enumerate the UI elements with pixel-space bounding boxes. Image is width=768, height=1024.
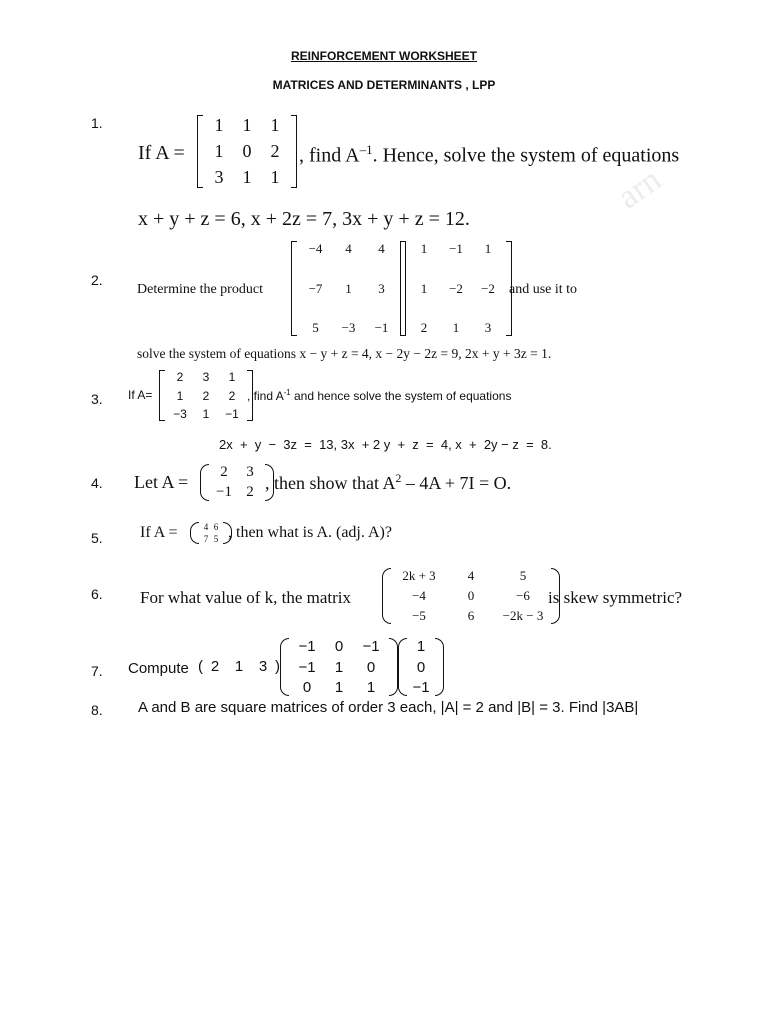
- q8-text: A and B are square matrices of order 3 each, |A| = 2 and |B| = 3. Find |3AB|: [138, 699, 639, 716]
- matrix-entry: −6: [516, 588, 530, 603]
- worksheet-subtitle: MATRICES AND DETERMINANTS , LPP: [272, 78, 496, 92]
- q5-lead: If A =: [140, 524, 178, 541]
- matrix-entry: 0: [242, 141, 252, 161]
- vector-entry: 1: [234, 658, 244, 675]
- matrix-entry: 4: [345, 241, 352, 256]
- question-number: 2.: [91, 272, 103, 288]
- q5-matrix: [190, 522, 232, 544]
- matrix-entry: 1: [228, 370, 236, 384]
- q7-lead: Compute: [128, 660, 189, 677]
- q4-lead: Let A =: [134, 472, 189, 492]
- matrix-entry: 2: [246, 484, 254, 500]
- matrix-entry: −3: [341, 320, 356, 335]
- worksheet-title: REINFORCEMENT WORKSHEET: [291, 49, 477, 63]
- matrix-entry: 1: [242, 167, 252, 187]
- matrix-entry: 2: [228, 388, 236, 403]
- matrix-entry: −1: [225, 407, 239, 421]
- matrix-entry: 3: [214, 167, 224, 187]
- matrix-entry: 0: [467, 588, 475, 603]
- matrix-entry: 2: [420, 320, 428, 335]
- vector-entry: 3: [258, 658, 268, 675]
- question-number: 1.: [91, 115, 103, 131]
- matrix-entry: 1: [334, 679, 344, 696]
- q3-matrix: [159, 370, 253, 421]
- paren-right: ): [275, 658, 280, 675]
- matrix-entry: 3: [202, 370, 210, 384]
- matrix-entry: −4: [308, 241, 323, 256]
- matrix-entry: 0: [334, 638, 344, 655]
- matrix-grid: [165, 370, 247, 421]
- matrix-entry: −1: [362, 638, 380, 655]
- matrix-entry: 1: [242, 115, 252, 135]
- matrix-entry: −4: [412, 588, 426, 603]
- matrix-entry: 1: [366, 679, 376, 696]
- q2-matrix-2: [400, 241, 512, 336]
- matrix-grid: [297, 241, 400, 336]
- matrix-entry: 1: [452, 320, 460, 335]
- q5-tail: , then what is A. (adj. A)?: [228, 524, 392, 541]
- matrix-entry: 2: [202, 388, 210, 403]
- matrix-entry: 2: [270, 141, 280, 161]
- question-number: 6.: [91, 586, 103, 602]
- matrix-grid: [407, 638, 435, 696]
- matrix-entry: 1: [416, 638, 426, 655]
- matrix-entry: 2: [176, 370, 184, 384]
- q1-tail: , find $A^{-1}$. Hence, solve the system of equations: [299, 142, 680, 167]
- matrix-entry: −7: [308, 280, 323, 296]
- q7-col-vector: [398, 638, 444, 696]
- q6-matrix: [382, 568, 560, 624]
- q2-lead: Determine the product: [137, 282, 263, 297]
- matrix-entry: −1: [374, 320, 389, 335]
- matrix-entry: −1: [298, 638, 316, 655]
- matrix-bracket-right: [435, 638, 444, 696]
- q2-tail: and use it to: [509, 282, 578, 297]
- matrix-entry: −1: [449, 241, 463, 256]
- matrix-entry: 1: [214, 141, 224, 161]
- matrix-entry: 3: [246, 464, 254, 480]
- question-number: 5.: [91, 530, 103, 546]
- matrix-entry: −1: [298, 658, 316, 676]
- question-number: 7.: [91, 663, 103, 679]
- matrix-bracket-right: [389, 638, 398, 696]
- matrix-entry: −2k − 3: [502, 608, 544, 623]
- q4-tail: , then show that $A^2 - 4A + 7I = O$.: [265, 472, 512, 493]
- q1-lead: If A =: [138, 142, 185, 164]
- q1-equations: x + y + z = 6, x + 2z = 7, 3x + y + z = 12.: [138, 208, 470, 230]
- q3-tail: , find $A^{-1}$ and hence solve the system of equations: [247, 388, 512, 403]
- matrix-entry: 4: [203, 522, 209, 532]
- matrix-entry: 0: [416, 658, 426, 676]
- matrix-entry: 2: [220, 464, 228, 480]
- vector-entry: 2: [210, 658, 220, 675]
- matrix-entry: 4: [378, 241, 385, 256]
- matrix-entry: 1: [176, 388, 184, 403]
- matrix-bracket-left: [382, 568, 391, 624]
- matrix-entry: 3: [484, 320, 492, 335]
- matrix-grid: [209, 464, 265, 501]
- q2-line2: solve the system of equations x − y + z = 4, x − 2y − 2z = 9, 2x + y + 3z = 1.: [137, 346, 552, 361]
- matrix-entry: 0: [302, 679, 312, 696]
- matrix-entry: −2: [481, 280, 495, 296]
- matrix-grid: [199, 522, 223, 544]
- q3-lead: If A=: [128, 388, 153, 402]
- matrix-entry: 1: [334, 658, 344, 676]
- matrix-entry: −5: [412, 608, 426, 623]
- matrix-grid: [406, 241, 506, 336]
- matrix-bracket-left: [200, 464, 209, 501]
- matrix-bracket-right: [291, 115, 297, 188]
- q6-tail: is skew symmetric?: [548, 588, 683, 607]
- matrix-bracket-left: [398, 638, 407, 696]
- matrix-grid: [203, 115, 291, 188]
- q3-equations: 2x + y − 3z = 13, 3x + 2 y + z = 4, x + 2y − z = 8.: [219, 437, 552, 452]
- matrix-entry: 1: [270, 167, 280, 187]
- question-number: 8.: [91, 702, 103, 718]
- q1-matrix: [197, 115, 297, 188]
- matrix-entry: 1: [484, 241, 492, 256]
- matrix-entry: 6: [467, 608, 475, 623]
- matrix-entry: 2k + 3: [402, 568, 436, 583]
- q6-lead: For what value of k, the matrix: [140, 588, 352, 607]
- matrix-entry: −1: [412, 679, 430, 696]
- q7-row-vector: [198, 658, 280, 680]
- matrix-grid: [391, 568, 551, 624]
- matrix-bracket-left: [280, 638, 289, 696]
- matrix-entry: 5: [312, 320, 319, 335]
- matrix-entry: 1: [345, 280, 352, 296]
- matrix-entry: −3: [173, 407, 187, 421]
- matrix-entry: 1: [202, 407, 210, 421]
- matrix-entry: 1: [214, 115, 224, 135]
- question-number: 3.: [91, 391, 103, 407]
- matrix-entry: 7: [203, 534, 209, 544]
- paren-left: (: [198, 658, 203, 675]
- matrix-entry: 0: [366, 658, 376, 676]
- matrix-entry: −1: [216, 484, 232, 500]
- matrix-entry: 5: [519, 568, 527, 583]
- matrix-entry: 4: [467, 568, 475, 583]
- question-number: 4.: [91, 475, 103, 491]
- matrix-entry: 5: [213, 534, 219, 544]
- matrix-entry: 1: [420, 280, 428, 296]
- matrix-entry: 1: [270, 115, 280, 135]
- q2-matrix-1: [291, 241, 406, 336]
- matrix-entry: 1: [420, 241, 428, 256]
- matrix-entry: −2: [449, 280, 463, 296]
- matrix-entry: 3: [378, 280, 385, 296]
- q7-matrix: [280, 638, 398, 696]
- matrix-entry: 6: [213, 522, 219, 532]
- matrix-grid: [289, 638, 389, 696]
- matrix-bracket-left: [190, 522, 199, 544]
- watermark: arn: [611, 160, 668, 217]
- q4-matrix: [200, 464, 274, 501]
